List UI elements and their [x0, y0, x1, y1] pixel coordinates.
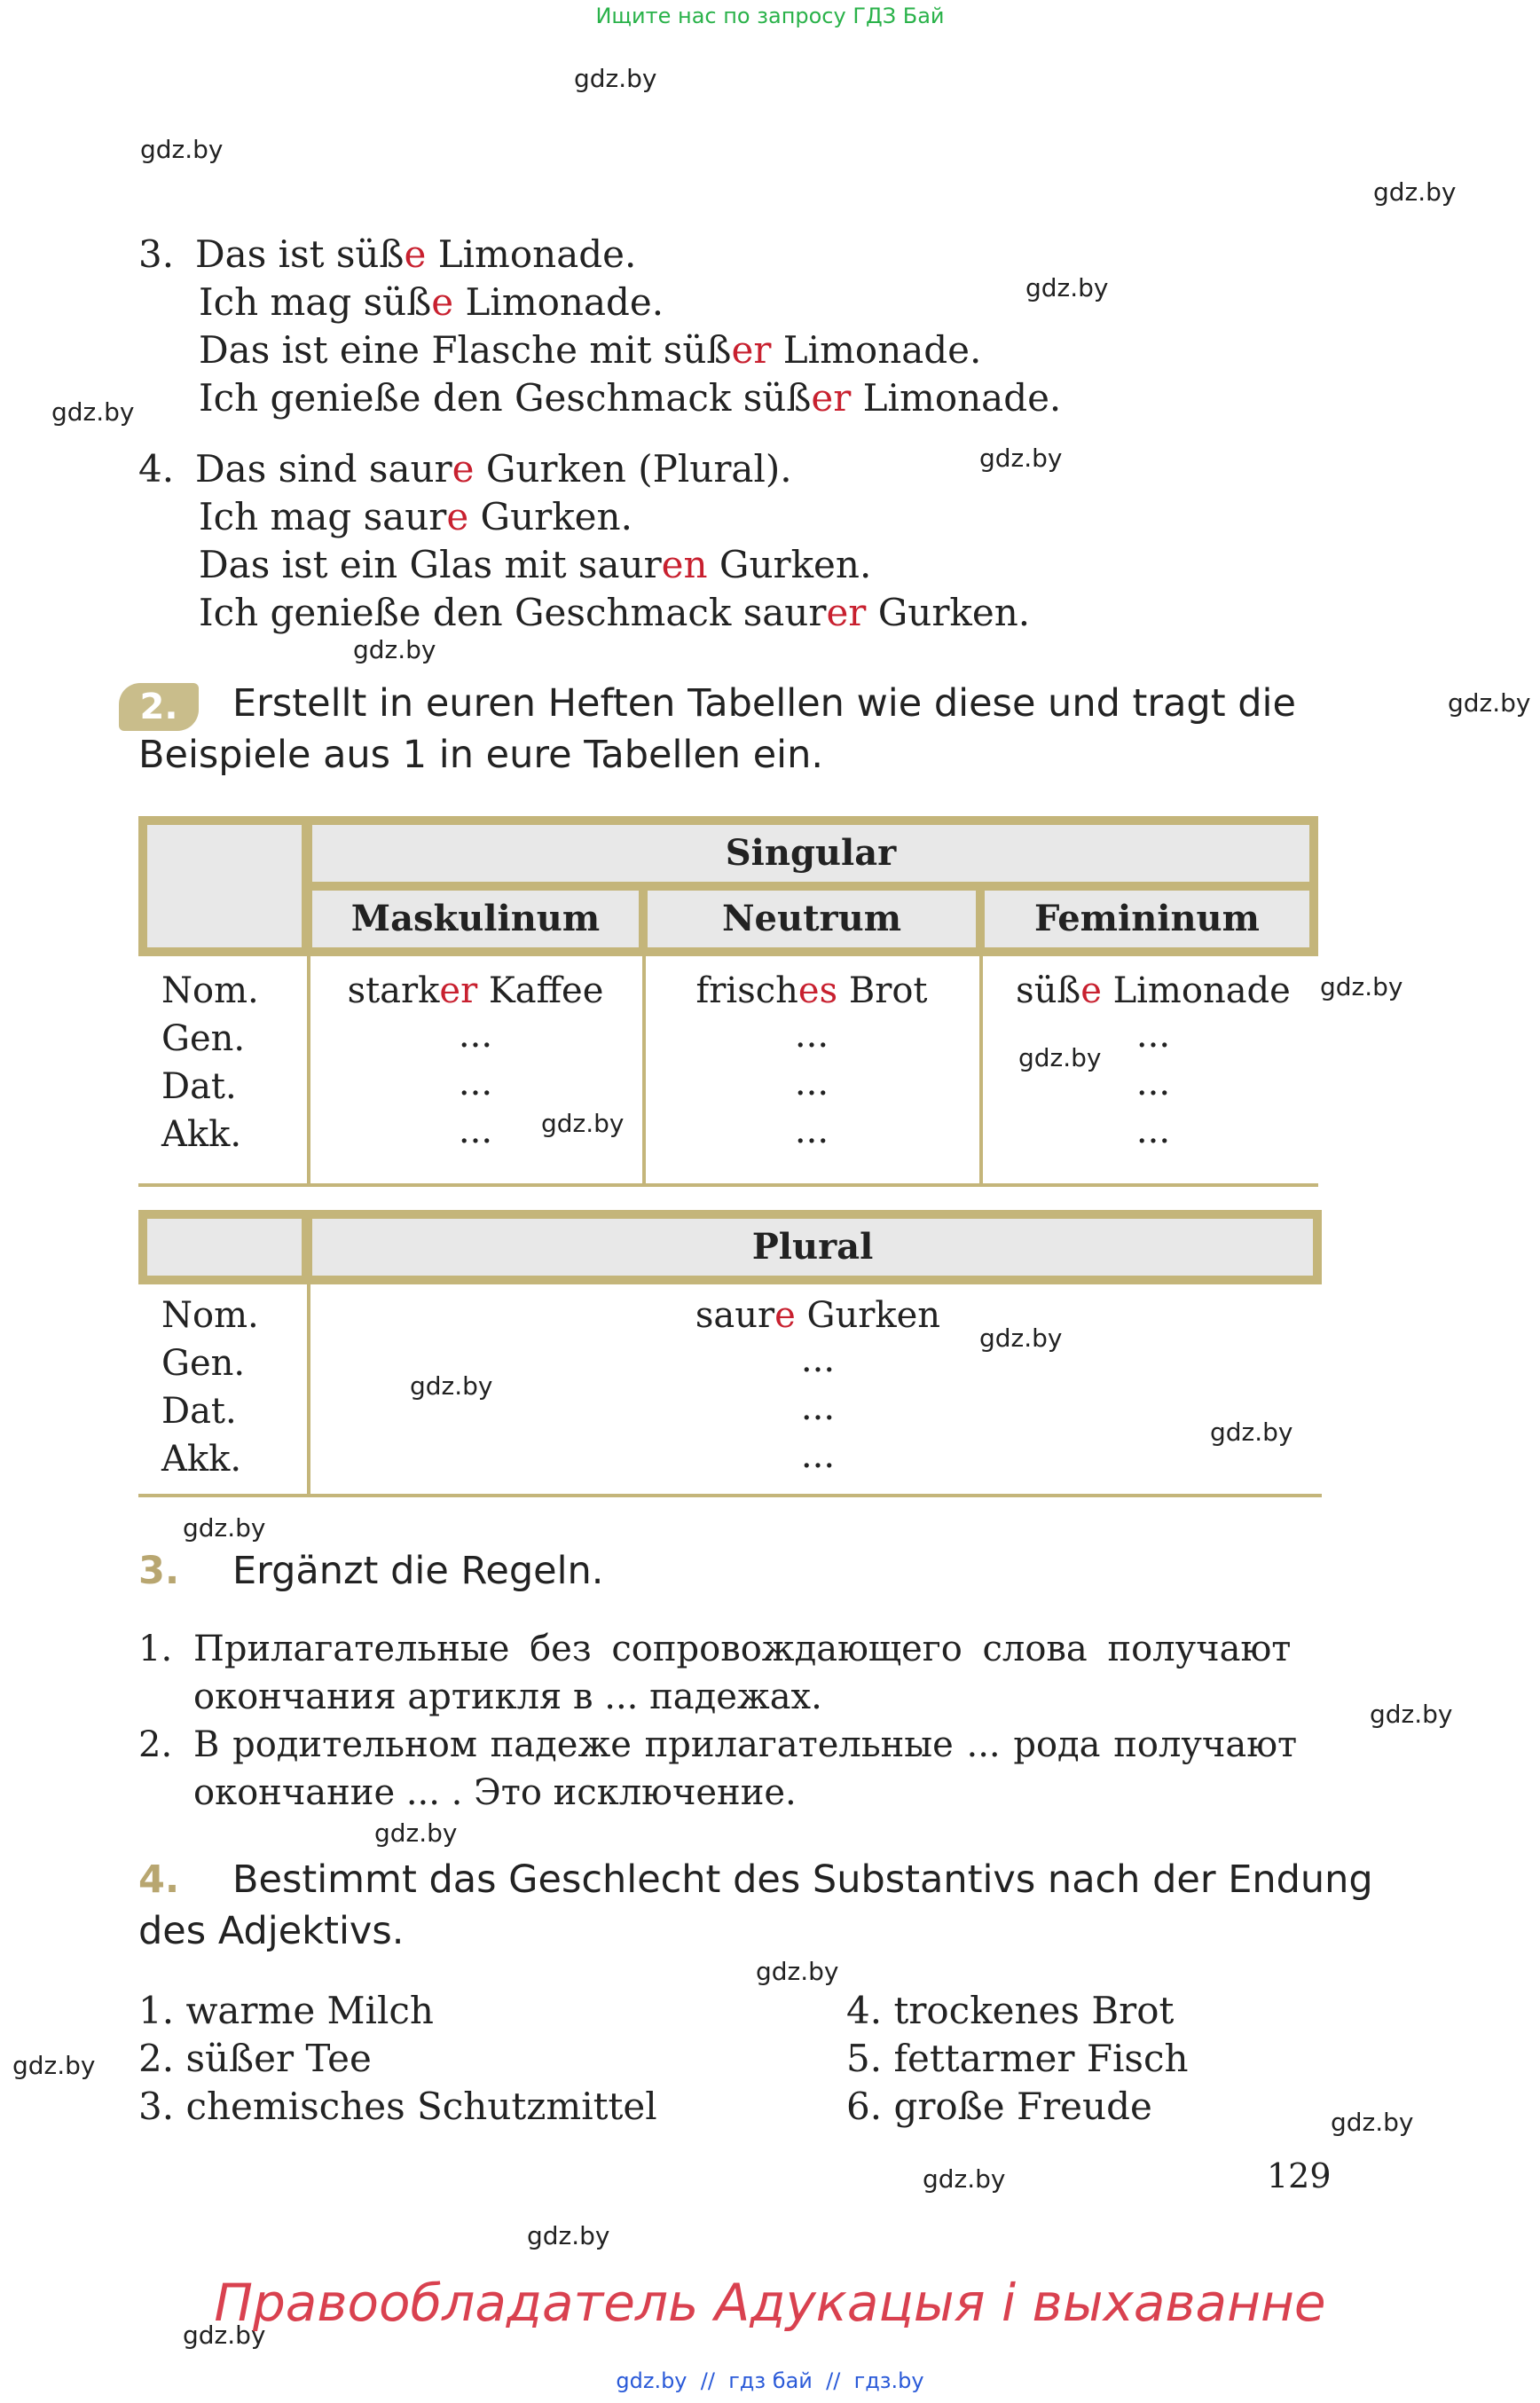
watermark: gdz.by: [1373, 177, 1457, 207]
placeholder-cell: ...: [794, 1015, 829, 1056]
watermark: gdz.by: [1210, 1417, 1293, 1447]
column-header: Maskulinum: [312, 891, 639, 947]
text: Ich genieße den Geschmack saur: [199, 591, 827, 634]
placeholder-cell: ...: [800, 1435, 836, 1476]
task-number: 3.: [138, 1549, 180, 1593]
text: Das sind saur: [195, 447, 452, 491]
text: Limonade.: [426, 232, 637, 276]
row-label: Akk.: [161, 1439, 242, 1480]
list-item: [846, 1987, 1174, 2035]
column-divider: [307, 956, 310, 1187]
item-number: 1.: [138, 1989, 175, 2032]
text: frisch: [695, 970, 798, 1011]
list-item: [846, 2035, 1189, 2083]
item-number: 3.: [138, 2085, 175, 2128]
text: Limonade.: [851, 376, 1062, 420]
column-header: Femininum: [985, 891, 1309, 947]
table-bottom-rule: [138, 1494, 1322, 1497]
text: Brot: [837, 970, 928, 1011]
ending: e: [774, 1295, 796, 1336]
ending: e: [446, 495, 469, 538]
watermark: gdz.by: [12, 2051, 96, 2080]
example-line: [195, 445, 1026, 493]
list-item: [138, 2035, 372, 2083]
placeholder-cell: ...: [458, 1111, 493, 1151]
text: Ich genieße den Geschmack süß: [199, 376, 812, 420]
table-cell: [648, 970, 976, 1011]
text: Limonade.: [771, 328, 982, 372]
text: Gurken: [795, 1295, 941, 1336]
item-number: 5.: [846, 2037, 883, 2080]
text: Ich mag saur: [199, 495, 447, 538]
watermark: gdz.by: [1331, 2108, 1414, 2137]
ending: er: [811, 376, 852, 420]
table-bottom-rule: [138, 1183, 1318, 1187]
column-divider: [642, 956, 646, 1187]
rule-line: Прилагательные без сопровождающего слова получают: [193, 1629, 1292, 1669]
list-item: [138, 2083, 657, 2131]
item-text: fettarmer Fisch: [893, 2037, 1189, 2080]
watermark: gdz.by: [756, 1957, 839, 1986]
example-line: [199, 374, 1061, 422]
column-divider: [307, 1284, 310, 1497]
watermark: gdz.by: [979, 1323, 1063, 1353]
text: Gurken (Plural).: [474, 447, 792, 491]
item-text: chemisches Schutzmittel: [185, 2085, 657, 2128]
row-label: Dat.: [161, 1391, 237, 1432]
watermark: gdz.by: [1320, 972, 1403, 1001]
item-number: 4.: [846, 1989, 883, 2032]
ending: e: [431, 280, 454, 324]
table-corner: [147, 825, 302, 947]
watermark: gdz.by: [140, 135, 224, 164]
rule-line: окончания артикля в ... падежах.: [193, 1677, 822, 1717]
ending: er: [826, 591, 867, 634]
ending: es: [798, 970, 838, 1011]
example-block-3: [195, 231, 1062, 422]
text: Limonade: [1101, 970, 1291, 1011]
plural-header: Plural: [312, 1219, 1313, 1276]
ending: e: [1080, 970, 1102, 1011]
placeholder-cell: ...: [1135, 1063, 1171, 1103]
item-text: trockenes Brot: [893, 1989, 1175, 2032]
placeholder-cell: ...: [794, 1111, 829, 1151]
text: Gurken.: [866, 591, 1031, 634]
text: Kaffee: [477, 970, 604, 1011]
example-line: [199, 589, 1030, 637]
text: stark: [347, 970, 440, 1011]
watermark: gdz.by: [183, 2321, 266, 2350]
table-cell: [312, 1295, 1324, 1336]
header-note: Ищите нас по запросу ГДЗ Бай: [595, 4, 945, 28]
task-heading-line: Beispiele aus 1 in eure Tabellen ein.: [138, 733, 824, 777]
placeholder-cell: ...: [1135, 1111, 1171, 1151]
ending: e: [452, 447, 475, 491]
text: süß: [1016, 970, 1081, 1011]
task-badge: 2.: [119, 683, 199, 731]
task-heading: Ergänzt die Regeln.: [232, 1549, 604, 1593]
table-cell: [985, 970, 1322, 1011]
watermark: gdz.by: [541, 1109, 625, 1138]
table-cell: [312, 970, 639, 1011]
watermark: gdz.by: [923, 2164, 1006, 2194]
watermark: gdz.by: [183, 1513, 266, 1543]
text: Limonade.: [453, 280, 664, 324]
item-text: große Freude: [893, 2085, 1152, 2128]
row-label: Gen.: [161, 1018, 246, 1059]
item-number: 6.: [846, 2085, 883, 2128]
example-line: [199, 541, 1030, 589]
placeholder-cell: ...: [800, 1339, 836, 1380]
placeholder-cell: ...: [794, 1063, 829, 1103]
row-label: Gen.: [161, 1343, 246, 1384]
page-number: 129: [1267, 2156, 1332, 2195]
placeholder-cell: ...: [458, 1015, 493, 1056]
text: Gurken.: [468, 495, 632, 538]
ending: e: [404, 232, 427, 276]
task-heading-line: des Adjektivs.: [138, 1909, 405, 1953]
row-label: Nom.: [161, 970, 259, 1011]
text: saur: [695, 1295, 775, 1336]
item-number: 4.: [138, 447, 175, 491]
rule-line: окончание ... . Это исключение.: [193, 1772, 797, 1813]
list-item: [846, 2083, 1152, 2131]
task-number: 4.: [138, 1857, 180, 1902]
watermark: gdz.by: [1025, 273, 1109, 302]
rule-line: В родительном падеже прилагательные ... рода получают: [193, 1724, 1298, 1765]
text: Das ist süß: [195, 232, 405, 276]
text: Das ist eine Flasche mit süß: [199, 328, 732, 372]
singular-header: Singular: [312, 825, 1309, 882]
placeholder-cell: ...: [458, 1063, 493, 1103]
example-block-4: [195, 445, 1031, 637]
task-heading-line: Bestimmt das Geschlecht des Substantivs nach der Endung: [232, 1857, 1373, 1902]
row-label: Nom.: [161, 1295, 259, 1336]
watermark: gdz.by: [51, 397, 135, 427]
example-line: [195, 231, 1057, 279]
item-text: warme Milch: [185, 1989, 434, 2032]
watermark: gdz.by: [979, 444, 1063, 473]
placeholder-cell: ...: [800, 1387, 836, 1428]
watermark: gdz.by: [1448, 688, 1531, 718]
list-item: [138, 1987, 434, 2035]
column-header: Neutrum: [648, 891, 976, 947]
row-label: Dat.: [161, 1066, 237, 1107]
example-line: [199, 326, 1061, 374]
watermark: gdz.by: [1370, 1700, 1453, 1729]
watermark: gdz.by: [527, 2221, 610, 2250]
ending: en: [661, 543, 708, 586]
watermark: gdz.by: [574, 64, 657, 93]
watermark: gdz.by: [374, 1818, 458, 1848]
item-text: süßer Tee: [185, 2037, 372, 2080]
text: Ich mag süß: [199, 280, 432, 324]
footer-links: gdz.by // гдз бай // гдз.by: [616, 2368, 924, 2393]
text: Gurken.: [707, 543, 872, 586]
ending: er: [731, 328, 772, 372]
ending: er: [439, 970, 478, 1011]
example-line: [199, 493, 1030, 541]
example-line: [199, 279, 1061, 326]
task-heading-line: Erstellt in euren Heften Tabellen wie diese und tragt die: [232, 681, 1296, 726]
watermark: gdz.by: [410, 1371, 493, 1401]
item-number: 3.: [138, 232, 175, 276]
table-corner: [147, 1219, 302, 1276]
item-number: 2.: [138, 2037, 175, 2080]
rule-number: 2.: [138, 1724, 173, 1765]
copyright-notice: Правообладатель Адукацыя і выхаванне: [214, 2273, 1326, 2333]
text: Das ist ein Glas mit saur: [199, 543, 662, 586]
watermark: gdz.by: [1018, 1043, 1102, 1072]
row-label: Akk.: [161, 1114, 242, 1155]
rule-number: 1.: [138, 1629, 173, 1669]
watermark: gdz.by: [353, 635, 436, 664]
column-divider: [979, 956, 983, 1187]
placeholder-cell: ...: [1135, 1015, 1171, 1056]
